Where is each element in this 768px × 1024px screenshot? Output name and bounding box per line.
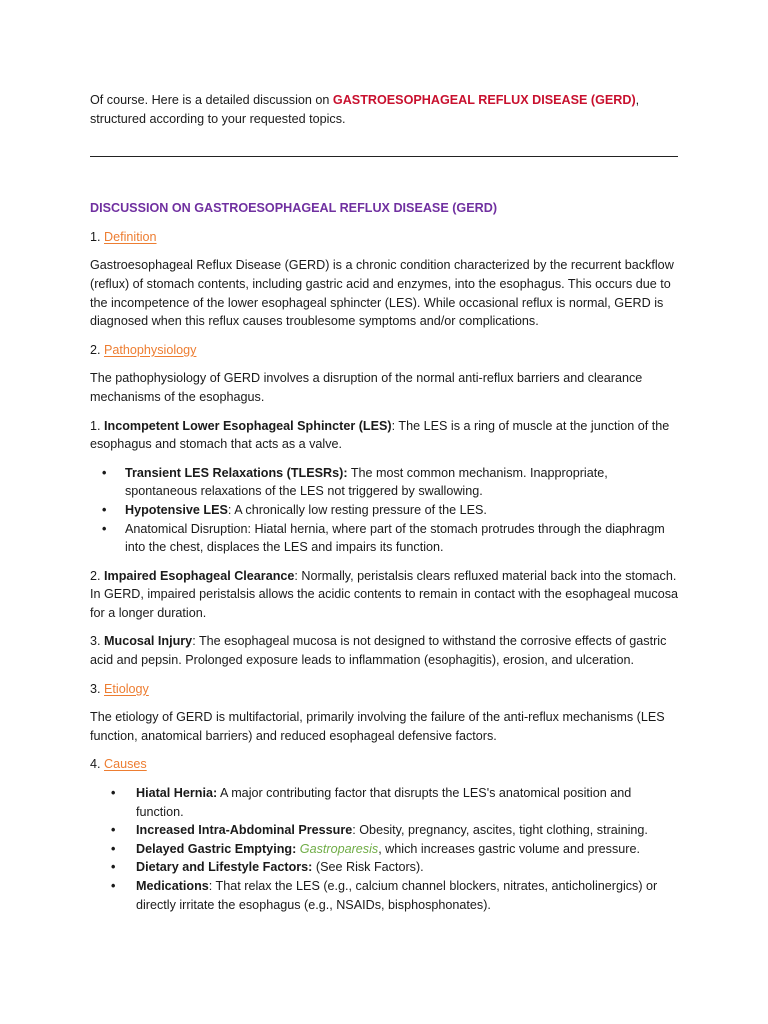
les-bullet-list <box>90 464 678 557</box>
bullet-icon: • <box>111 879 116 893</box>
pathophysiology-body: The pathophysiology of GERD involves a disruption of the normal anti-reflux barriers and clearance mechanisms of the esophagus. <box>90 371 643 404</box>
bullet-term: Increased Intra-Abdominal Pressure <box>136 823 353 838</box>
section-title-pathophysiology <box>90 341 678 360</box>
intro-text-before: Of course. Here is a detailed discussion on <box>90 93 333 107</box>
point-text: : The LES is a ring of muscle at the junction of the esophagus and stomach that acts as a valve. <box>90 418 670 452</box>
causes-link[interactable]: Causes <box>104 757 147 772</box>
bullet-text: Anatomical Disruption: Hiatal hernia, where part of the stomach protrudes through the diaphragm into the chest, displaces the LES and impairs its function. <box>125 521 665 555</box>
bullet-icon: • <box>102 521 107 536</box>
point-term: Impaired Esophageal Clearance <box>104 568 295 583</box>
bullet-term: Delayed Gastric Emptying: <box>136 841 300 856</box>
point-text: : Normally, peristalsis clears refluxed material back into the stomach. In GERD, impaired peristalsis allows the acidic contents to remain in contact with the esophageal mucosa for a longer duration. <box>90 568 678 620</box>
list-item <box>90 464 678 501</box>
bullet-text: : A chronically low resting pressure of the LES. <box>227 502 487 517</box>
bullet-icon: • <box>102 465 107 480</box>
section-title-causes <box>90 755 678 774</box>
bullet-text: : That relax the LES (e.g., calcium channel blockers, nitrates, anticholinergics) or directly irritate the esophagus (e.g., NSAIDs, bisphosphonates). <box>136 879 658 912</box>
section-number: 1. <box>90 229 105 244</box>
intro-text-after: , structured according to your requested topics. <box>90 93 640 126</box>
intro-paragraph <box>90 91 678 128</box>
definition-body: Gastroesophageal Reflux Disease (GERD) is a chronic condition characterized by the recurrent backflow (reflux) of stomach contents, including gastric acid and enzymes, into the esophagus. This occurs due to the incompetence of the lower esophageal sphincter (LES). While occasional reflux is normal, GERD is diagnosed when this reflux causes troublesome symptoms and/or complications. <box>90 258 674 329</box>
bullet-icon: • <box>111 860 116 875</box>
point-text: : The esophageal mucosa is not designed to withstand the corrosive effects of gastric acid and pepsin. Prolonged exposure leads to inflammation (esophagitis), erosion, and ulceration. <box>90 634 667 668</box>
section-title-etiology <box>90 680 678 699</box>
section-number: 2. <box>90 342 105 357</box>
pathophysiology-point-2 <box>90 567 678 623</box>
list-item <box>90 520 678 557</box>
horizontal-rule <box>90 156 678 157</box>
bullet-text: : Obesity, pregnancy, ascites, tight clothing, straining. <box>352 823 648 838</box>
bullet-text: A major contributing factor that disrupts the LES's anatomical position and function. <box>136 786 632 819</box>
bullet-term: Hiatal Hernia: <box>136 786 218 801</box>
bullet-term: Dietary and Lifestyle Factors: <box>136 860 313 875</box>
document-heading: DISCUSSION ON GASTROESOPHAGEAL REFLUX DISEASE (GERD) <box>90 201 498 216</box>
point-number: 3. <box>90 634 105 649</box>
list-item <box>90 784 678 821</box>
section-number: 3. <box>90 681 105 696</box>
bullet-icon: • <box>102 502 107 517</box>
bullet-icon: • <box>111 841 116 856</box>
pathophysiology-point-3 <box>90 632 678 669</box>
point-term: Incompetent Lower Esophageal Sphincter (LES) <box>104 418 392 433</box>
etiology-body: The etiology of GERD is multifactorial, primarily involving the failure of the anti-reflux mechanisms (LES function, anatomical barriers) and reduced esophageal defensive factors. <box>90 710 665 743</box>
point-number: 1. <box>90 418 105 433</box>
bullet-term: Medications <box>136 879 209 893</box>
list-item <box>90 821 678 840</box>
list-item <box>90 840 678 859</box>
section-number: 4. <box>90 757 105 772</box>
gastroparesis-term: Gastroparesis <box>299 841 379 856</box>
etiology-link[interactable]: Etiology <box>104 681 149 696</box>
point-term: Mucosal Injury <box>104 634 193 649</box>
definition-link[interactable]: Definition <box>104 229 157 244</box>
document-page <box>90 91 678 924</box>
bullet-text: (See Risk Factors). <box>312 860 424 875</box>
bullet-icon: • <box>111 786 116 801</box>
point-number: 2. <box>90 568 105 583</box>
section-title-definition <box>90 228 678 247</box>
pathophysiology-link[interactable]: Pathophysiology <box>104 342 197 357</box>
bullet-text: , which increases gastric volume and pressure. <box>378 841 640 856</box>
bullet-term: Transient LES Relaxations (TLESRs): <box>125 465 348 480</box>
list-item <box>90 858 678 877</box>
bullet-term: Hypotensive LES <box>125 502 228 517</box>
causes-bullet-list <box>90 784 678 914</box>
list-item <box>90 877 678 914</box>
list-item <box>90 501 678 520</box>
pathophysiology-point-1 <box>90 417 678 454</box>
bullet-text: The most common mechanism. Inappropriate, spontaneous relaxations of the LES not triggered by swallowing. <box>125 465 608 499</box>
intro-highlight: GASTROESOPHAGEAL REFLUX DISEASE (GERD) <box>332 93 636 107</box>
bullet-icon: • <box>111 823 116 838</box>
